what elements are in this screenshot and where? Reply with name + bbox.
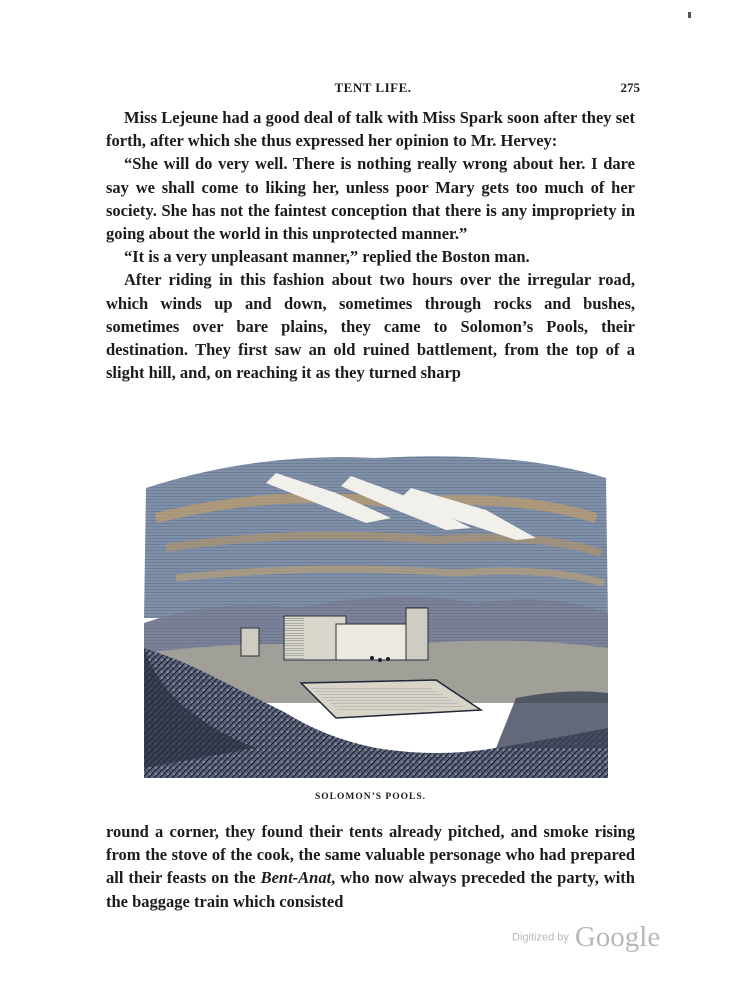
paragraph: “She will do very well. There is nothing really wrong about her. I dare say we shall come to liking her, unless poor Mary gets too much of her society. She has not the faintest conception that there is any impropriety in going about the world in this unprotected manner.” [106, 154, 635, 244]
paragraph: Miss Lejeune had a good deal of talk with Miss Spark soon after they set forth, after which she thus expressed her opinion to Mr. Hervey: [106, 108, 635, 151]
paragraph: After riding in this fashion about two hours over the irregular road, which winds up and down, sometimes through rocks and bushes, sometimes over bare plains, they came to Solomon’s Pools, their destination. They first saw an old ruined battlement, from the top of a slight hill, and, on reaching it as they turned sharp [106, 270, 635, 383]
body-text-top [106, 106, 635, 384]
watermark-prefix: Digitized by [512, 931, 569, 944]
landscape-engraving [136, 448, 616, 778]
scan-mark [688, 12, 691, 18]
paragraph: “It is a very unpleasant manner,” replied the Boston man. [124, 247, 530, 267]
engraving-solomons-pools [136, 448, 616, 778]
body-text-bottom [106, 820, 635, 913]
page-header [106, 80, 640, 100]
page-number: 275 [620, 80, 640, 95]
running-title: TENT LIFE. [334, 80, 412, 95]
text-run: round a corner, they found their tents already pitched, and smoke rising from the stove of the cook, the same valuable personage who had prepared all their feasts on the [106, 822, 635, 888]
google-logo: Google [574, 921, 661, 953]
google-watermark [512, 921, 672, 957]
text-run: , who now always preceded the party, with the baggage train which consisted [106, 868, 635, 911]
paragraph-continuation [106, 820, 635, 913]
ship-name: Bent-Anat [260, 868, 332, 888]
illustration-caption: SOLOMON’S POOLS. [314, 792, 426, 802]
